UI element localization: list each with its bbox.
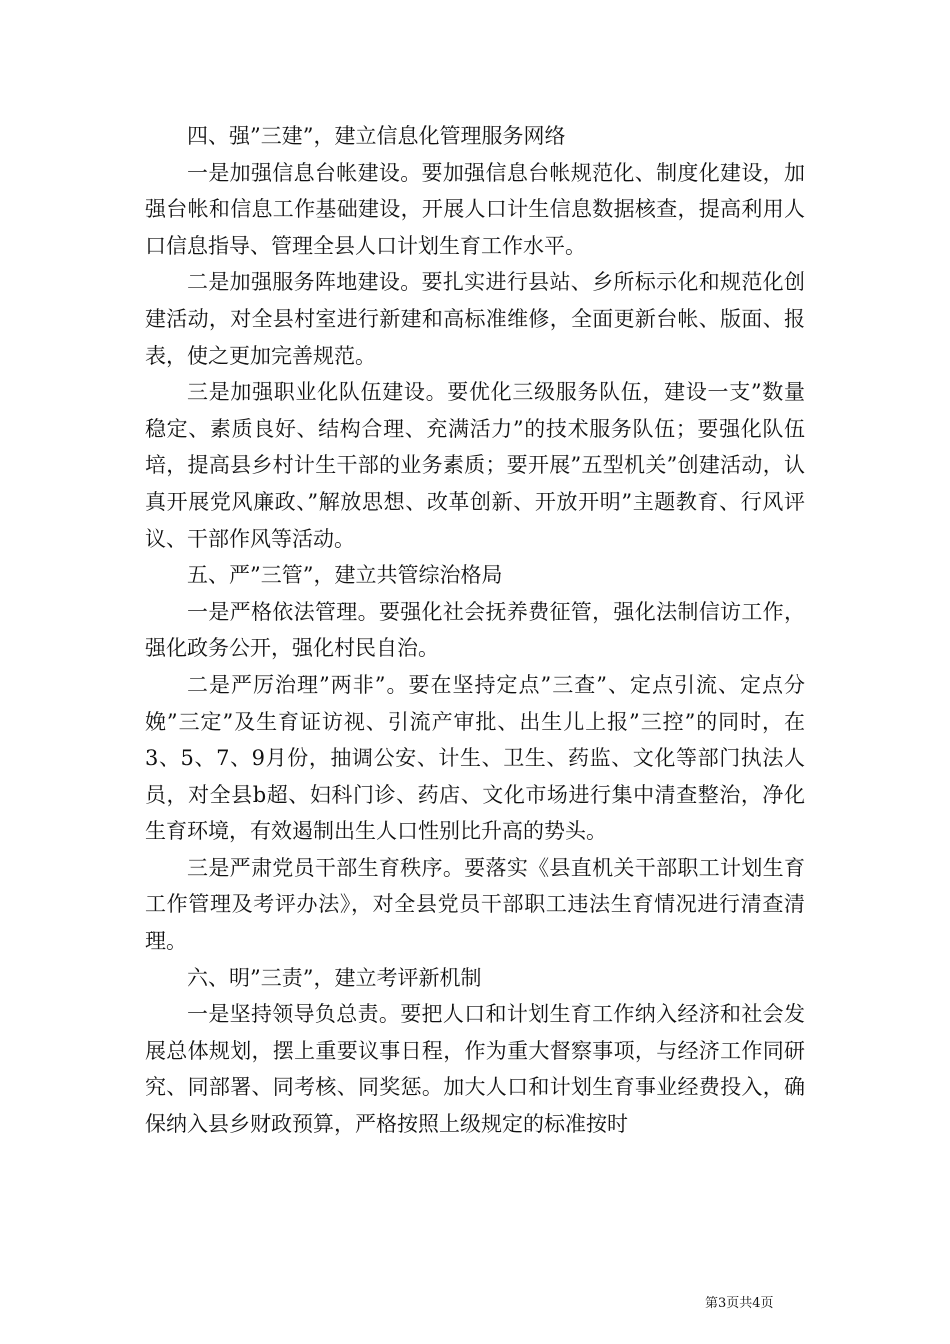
page-number: 第3页共4页 bbox=[705, 1296, 774, 1311]
paragraph: 一是加强信息台帐建设。要加强信息台帐规范化、制度化建设，加强台帐和信息工作基础建设，开展人口计生信息数据核查，提高利用人口信息指导、管理全县人口计划生育工作水平。 bbox=[145, 160, 805, 258]
paragraph: 三是加强职业化队伍建设。要优化三级服务队伍，建设一支”数量稳定、素质良好、结构合理、充满活力”的技术服务队伍；要强化队伍培，提高县乡村计生干部的业务素质；要开展”五型机关”创建活动，认真开展党风廉政、”解放思想、改革创新、开放开明”主题教育、行风评议、干部作风等活动。 bbox=[145, 380, 805, 551]
paragraph: 一是严格依法管理。要强化社会抚养费征管，强化法制信访工作，强化政务公开，强化村民自治。 bbox=[145, 599, 805, 661]
section-heading-4: 四、强”三建”，建立信息化管理服务网络 bbox=[187, 124, 566, 148]
paragraph: 三是严肃党员干部生育秩序。要落实《县直机关干部职工计划生育工作管理及考评办法》，对全县党员干部职工违法生育情况进行清查清理。 bbox=[145, 855, 805, 954]
document-body bbox=[145, 118, 805, 1143]
section-heading-6: 六、明”三责”，建立考评新机制 bbox=[187, 965, 482, 990]
paragraph: 一是坚持领导负总责。要把人口和计划生育工作纳入经济和社会发展总体规划，摆上重要议事日程，作为重大督察事项，与经济工作同研究、同部署、同考核、同奖惩。加大人口和计划生育事业经费投入，确保纳入县乡财政预算，严格按照上级规定的标准按时 bbox=[145, 1002, 805, 1137]
paragraph: 二是加强服务阵地建设。要扎实进行县站、乡所标示化和规范化创建活动，对全县村室进行新建和高标准维修，全面更新台帐、版面、报表，使之更加完善规范。 bbox=[145, 270, 805, 368]
section-heading-5: 五、严”三管”，建立共管综治格局 bbox=[187, 563, 503, 588]
paragraph: 二是严厉治理”两非”。要在坚持定点”三查”、定点引流、定点分娩”三定”及生育证访视、引流产审批、出生儿上报”三控”的同时，在3、5、7、9月份，抽调公安、计生、卫生、药监、文化等部门执法人员，对全县b超、妇科门诊、药店、文化市场进行集中清查整治，净化生育环境，有效遏制出生人口性别比升高的势头。 bbox=[145, 672, 805, 844]
